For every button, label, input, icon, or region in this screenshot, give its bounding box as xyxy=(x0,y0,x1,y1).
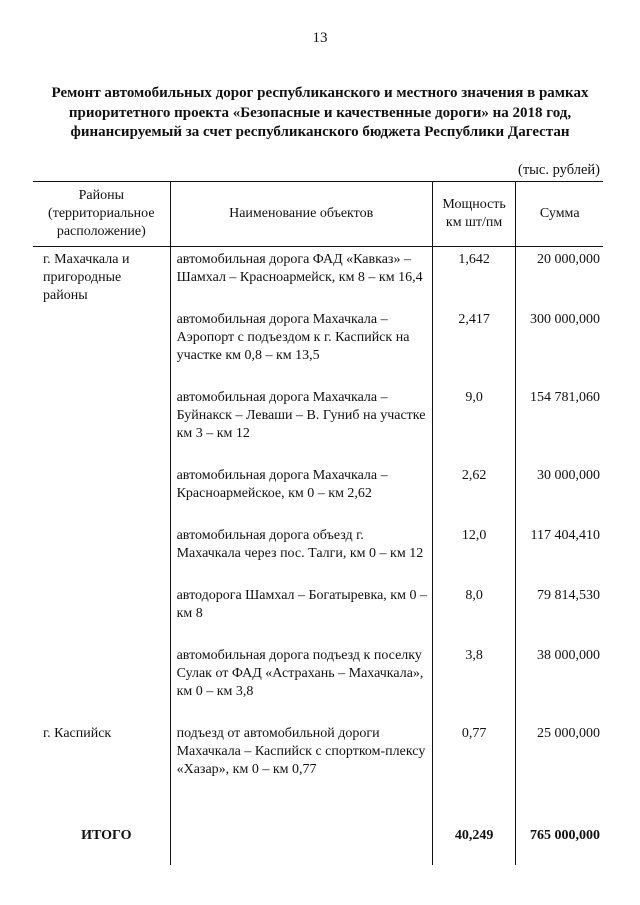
district-line: районы xyxy=(43,288,88,303)
total-capacity: 40,249 xyxy=(432,799,516,865)
table-row xyxy=(33,247,603,308)
title-line: Ремонт автомобильных дорог республиканского и местного значения в рамках xyxy=(51,85,589,101)
sum-cell: 20 000,000 xyxy=(516,247,603,308)
capacity-cell: 8,0 xyxy=(432,583,516,643)
title-line: финансируемый за счет республиканского бюджета Республики Дагестан xyxy=(70,124,570,140)
object-cell: автомобильная дорога Махачкала – Аэропорт с подъездом к г. Каспийск на участке км 0,8 – км 13,5 xyxy=(170,307,432,385)
district-line: г. Махачкала и xyxy=(43,252,130,267)
object-cell: автомобильная дорога Махачкала – Буйнакск – Леваши – В. Гуниб на участке км 3 – км 12 xyxy=(170,385,432,463)
header-district-line: расположение) xyxy=(56,224,146,239)
sum-cell: 79 814,530 xyxy=(516,583,603,643)
table-row xyxy=(33,721,603,799)
object-cell: автодорога Шамхал – Богатыревка, км 0 – км 8 xyxy=(170,583,432,643)
header-sum: Сумма xyxy=(516,182,603,247)
district-line: пригородные xyxy=(43,270,122,285)
header-capacity-line: км шт/пм xyxy=(445,215,503,230)
district-cell xyxy=(33,247,170,722)
sum-cell: 154 781,060 xyxy=(516,385,603,463)
sum-cell: 117 404,410 xyxy=(516,523,603,583)
district-cell: г. Каспийск xyxy=(43,726,112,741)
page-number: 13 xyxy=(312,30,328,46)
sum-cell: 300 000,000 xyxy=(516,307,603,385)
capacity-cell: 1,642 xyxy=(432,247,516,308)
object-cell: автомобильная дорога объезд г. Махачкала через пос. Талги, км 0 – км 12 xyxy=(170,523,432,583)
header-district-line: Районы xyxy=(78,188,124,203)
header-district-line: (территориальное xyxy=(48,206,155,221)
object-cell: автомобильная дорога Махачкала – Красноармейское, км 0 – км 2,62 xyxy=(170,463,432,523)
object-cell: автомобильная дорога подъезд к поселку Сулак от ФАД «Астрахань – Махачкала», км 0 – км 3,8 xyxy=(170,643,432,721)
title-line: приоритетного проекта «Безопасные и качественные дороги» на 2018 год, xyxy=(68,104,572,121)
page-title xyxy=(30,84,610,143)
capacity-cell: 12,0 xyxy=(432,523,516,583)
header-capacity xyxy=(432,182,516,247)
sum-cell: 38 000,000 xyxy=(516,643,603,721)
units-note: (тыс. рублей) xyxy=(518,162,600,178)
header-capacity-line: Мощность xyxy=(442,197,506,212)
capacity-cell: 3,8 xyxy=(432,643,516,721)
sum-cell: 30 000,000 xyxy=(516,463,603,523)
table-header-row xyxy=(33,182,603,247)
header-district xyxy=(33,182,170,247)
object-cell: подъезд от автомобильной дороги Махачкала – Каспийск с спортком-плексу «Хазар», км 0 – км 0,77 xyxy=(170,721,432,799)
sum-cell: 25 000,000 xyxy=(516,721,603,799)
total-label: ИТОГО xyxy=(81,828,132,843)
capacity-cell: 2,62 xyxy=(432,463,516,523)
total-sum: 765 000,000 xyxy=(516,799,603,865)
object-cell: автомобильная дорога ФАД «Кавказ» – Шамхал – Красноармейск, км 8 – км 16,4 xyxy=(170,247,432,308)
total-row xyxy=(33,799,603,865)
capacity-cell: 0,77 xyxy=(432,721,516,799)
roads-table xyxy=(33,181,603,865)
capacity-cell: 9,0 xyxy=(432,385,516,463)
capacity-cell: 2,417 xyxy=(432,307,516,385)
header-object: Наименование объектов xyxy=(170,182,432,247)
total-empty-cell xyxy=(170,799,432,865)
